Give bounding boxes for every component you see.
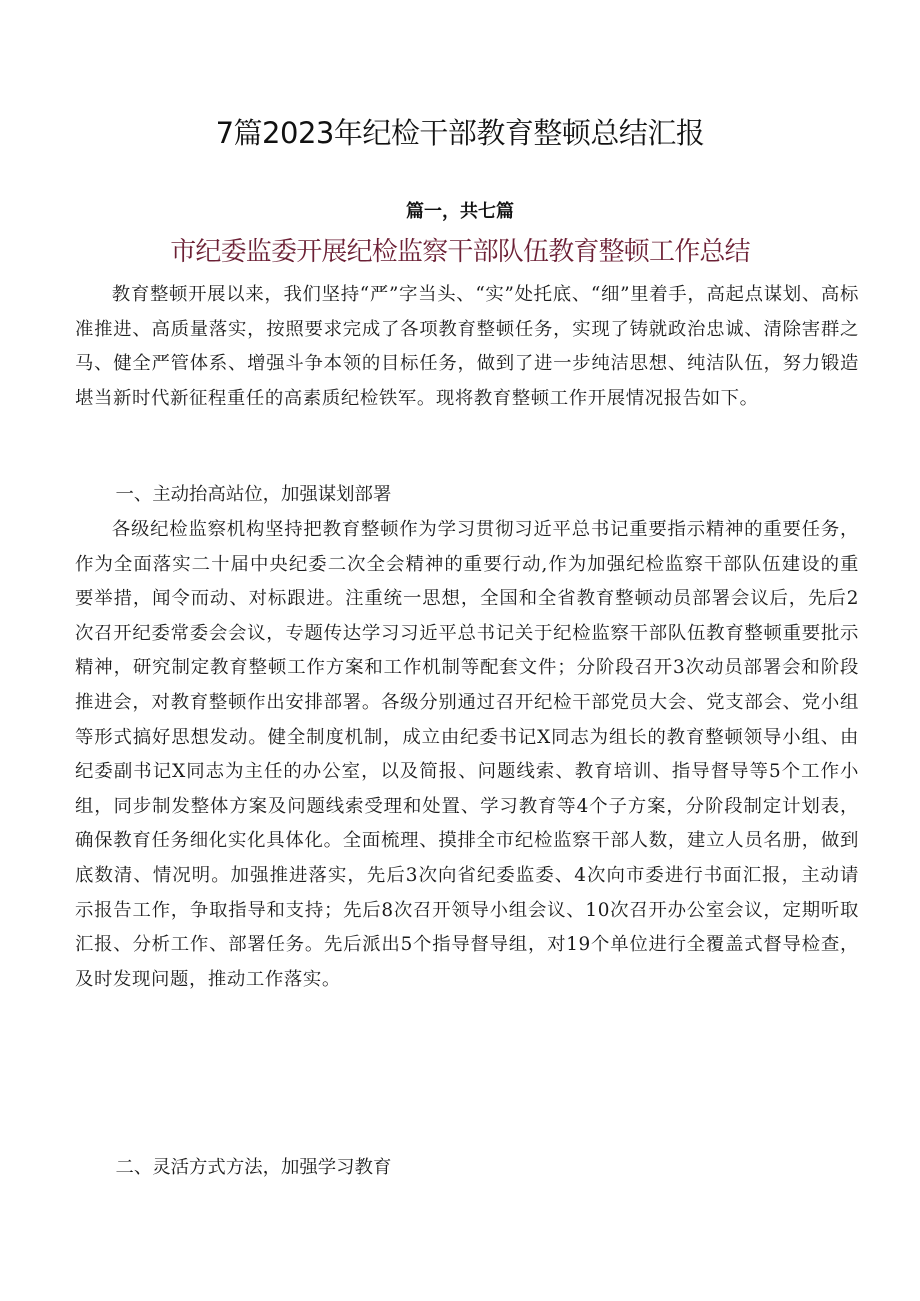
document-title: 7篇2023年纪检干部教育整顿总结汇报 [215, 116, 705, 150]
intro-paragraph: 教育整顿开展以来，我们坚持“严”字当头、“实”处托底、“细”里着手，高起点谋划、高标准推进、高质量落实，按照要求完成了各项教育整顿任务，实现了铸就政治忠诚、清除害群之马、健全严管体系、增强斗争本领的目标任务，做到了进一步纯洁思想、纯洁队伍，努力锻造堪当新时代新征程重任的高素质纪检铁军。现将教育整顿工作开展情况报告如下。 [75, 284, 859, 409]
article-title: 市纪委监委开展纪检监察干部队伍教育整顿工作总结 [170, 237, 750, 267]
section-heading-1: 一、主动抬高站位，加强谋划部署 [115, 484, 392, 505]
section-marker: 篇一，共七篇 [406, 201, 514, 222]
section-heading-2: 二、灵活方式方法，加强学习教育 [115, 1157, 392, 1178]
section-1-paragraph: 各级纪检监察机构坚持把教育整顿作为学习贯彻习近平总书记重要指示精神的重要任务，作为全面落实二十届中央纪委二次全会精神的重要行动,作为加强纪检监察干部队伍建设的重要举措，闻令而动、对标跟进。注重统一思想，全国和全省教育整顿动员部署会议后，先后2次召开纪委常委会会议，专题传达学习习近平总书记关于纪检监察干部队伍教育整顿重要批示精神，研究制定教育整顿工作方案和工作机制等配套文件；分阶段召开3次动员部署会和阶段推进会，对教育整顿作出安排部署。各级分别通过召开纪检干部党员大会、党支部会、党小组等形式搞好思想发动。健全制度机制，成立由纪委书记X同志为组长的教育整顿领导小组、由纪委副书记X同志为主任的办公室，以及简报、问题线索、教育培训、指导督导等5个工作小组，同步制发整体方案及问题线索受理和处置、学习教育等4个子方案，分阶段制定计划表，确保教育任务细化实化具体化。全面梳理、摸排全市纪检监察干部人数，建立人员名册，做到底数清、情况明。加强推进落实，先后3次向省纪委监委、4次向市委进行书面汇报，主动请示报告工作，争取指导和支持；先后8次召开领导小组会议、10次召开办公室会议，定期听取汇报、分析工作、部署任务。先后派出5个指导督导组，对19个单位进行全覆盖式督导检查，及时发现问题，推动工作落实。 [75, 519, 859, 990]
